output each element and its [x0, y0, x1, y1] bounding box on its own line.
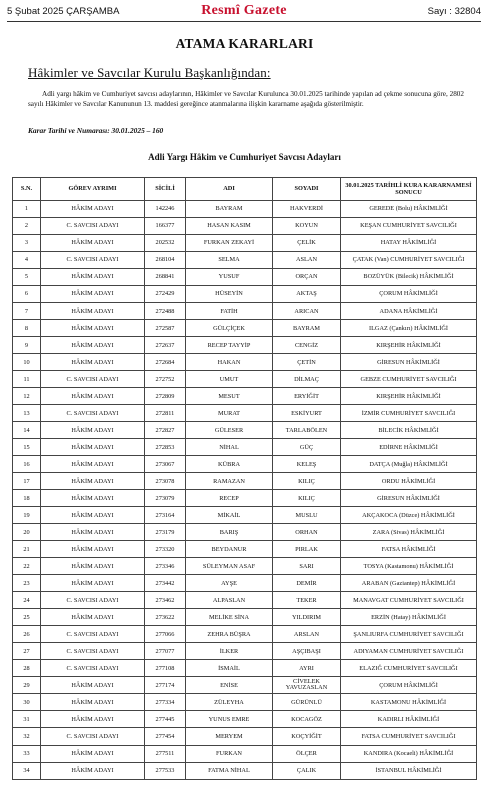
cell-sn: 3: [13, 235, 41, 252]
cell-soyadi: ARICAN: [273, 303, 341, 320]
cell-gorev: C. SAVCISI ADAYI: [41, 626, 145, 643]
cell-gorev: HÂKİM ADAYI: [41, 762, 145, 779]
cell-gorev: HÂKİM ADAYI: [41, 558, 145, 575]
cell-sn: 15: [13, 439, 41, 456]
cell-gorev: HÂKİM ADAYI: [41, 745, 145, 762]
cell-gorev: C. SAVCISI ADAYI: [41, 405, 145, 422]
table-row: [13, 694, 477, 711]
cell-gorev: HÂKİM ADAYI: [41, 439, 145, 456]
cell-sn: 28: [13, 660, 41, 677]
cell-soyadi: ÇELİK: [273, 235, 341, 252]
cell-sn: 16: [13, 456, 41, 473]
cell-sonuc: KIRŞEHİR HÂKİMLİĞİ: [341, 388, 477, 405]
cell-sicil: 277108: [145, 660, 186, 677]
cell-gorev: HÂKİM ADAYI: [41, 609, 145, 626]
cell-sicil: 273462: [145, 592, 186, 609]
cell-soyadi: AŞÇIBAŞI: [273, 643, 341, 660]
table-row: [13, 354, 477, 371]
cell-adi: SELMA: [186, 252, 273, 269]
column-header-sonuc: 30.01.2025 TARİHLİ KURA KARARNAMESİ SONUCU: [341, 178, 477, 201]
cell-sicil: 272827: [145, 422, 186, 439]
table-header-row: [13, 178, 477, 201]
cell-sn: 19: [13, 507, 41, 524]
cell-sonuc: DATÇA (Muğla) HÂKİMLİĞİ: [341, 456, 477, 473]
cell-sn: 32: [13, 728, 41, 745]
table-row: [13, 235, 477, 252]
cell-sicil: 272809: [145, 388, 186, 405]
cell-gorev: HÂKİM ADAYI: [41, 541, 145, 558]
table-row: [13, 337, 477, 354]
cell-sonuc: ORDU HÂKİMLİĞİ: [341, 473, 477, 490]
cell-gorev: HÂKİM ADAYI: [41, 524, 145, 541]
cell-sn: 7: [13, 303, 41, 320]
cell-sonuc: GEBZE CUMHURİYET SAVCILIĞI: [341, 371, 477, 388]
cell-adi: YUSUF: [186, 269, 273, 286]
cell-gorev: C. SAVCISI ADAYI: [41, 728, 145, 745]
cell-sicil: 273320: [145, 541, 186, 558]
cell-gorev: C. SAVCISI ADAYI: [41, 252, 145, 269]
table-row: [13, 745, 477, 762]
cell-sonuc: BİLECİK HÂKİMLİĞİ: [341, 422, 477, 439]
cell-sn: 21: [13, 541, 41, 558]
cell-adi: FATMA NİHAL: [186, 762, 273, 779]
cell-sonuc: TOSYA (Kastamonu) HÂKİMLİĞİ: [341, 558, 477, 575]
cell-adi: RECEP: [186, 490, 273, 507]
cell-adi: FURKAN: [186, 745, 273, 762]
cell-gorev: HÂKİM ADAYI: [41, 269, 145, 286]
cell-sicil: 277077: [145, 643, 186, 660]
cell-sn: 20: [13, 524, 41, 541]
cell-soyadi: TARLABÖLEN: [273, 422, 341, 439]
cell-soyadi: KILIÇ: [273, 473, 341, 490]
cell-sonuc: ÇATAK (Van) CUMHURİYET SAVCILIĞI: [341, 252, 477, 269]
column-header-gorev: GÖREV AYRIMI: [41, 178, 145, 201]
table-row: [13, 524, 477, 541]
column-header-sicil: SİCİLİ: [145, 178, 186, 201]
cell-gorev: HÂKİM ADAYI: [41, 575, 145, 592]
column-header-soyadi: SOYADI: [273, 178, 341, 201]
table-row: [13, 405, 477, 422]
cell-adi: RAMAZAN: [186, 473, 273, 490]
cell-adi: İSMAİL: [186, 660, 273, 677]
cell-adi: MERYEM: [186, 728, 273, 745]
cell-sonuc: KASTAMONU HÂKİMLİĞİ: [341, 694, 477, 711]
cell-adi: MELİKE SİNA: [186, 609, 273, 626]
cell-gorev: HÂKİM ADAYI: [41, 473, 145, 490]
cell-sonuc: BOZÜYÜK (Bilecik) HÂKİMLİĞİ: [341, 269, 477, 286]
cell-sicil: 202532: [145, 235, 186, 252]
cell-gorev: HÂKİM ADAYI: [41, 286, 145, 303]
cell-gorev: HÂKİM ADAYI: [41, 677, 145, 694]
cell-soyadi: KOYUN: [273, 218, 341, 235]
cell-sonuc: MANAVGAT CUMHURİYET SAVCILIĞI: [341, 592, 477, 609]
table-row: [13, 320, 477, 337]
cell-sicil: 277454: [145, 728, 186, 745]
cell-adi: BARIŞ: [186, 524, 273, 541]
appointment-table: [12, 177, 477, 780]
table-row: [13, 592, 477, 609]
cell-sn: 27: [13, 643, 41, 660]
cell-soyadi: KELEŞ: [273, 456, 341, 473]
cell-soyadi: KILIÇ: [273, 490, 341, 507]
cell-soyadi: CİVELEK YAVUZASLAN: [273, 677, 341, 694]
table-row: [13, 218, 477, 235]
cell-sicil: 268841: [145, 269, 186, 286]
table-row: [13, 490, 477, 507]
cell-sicil: 273078: [145, 473, 186, 490]
table-row: [13, 439, 477, 456]
cell-adi: GÜLESER: [186, 422, 273, 439]
cell-soyadi: HAKVERDİ: [273, 201, 341, 218]
cell-sicil: 277066: [145, 626, 186, 643]
cell-sicil: 273622: [145, 609, 186, 626]
cell-soyadi: KOCAGÖZ: [273, 711, 341, 728]
cell-adi: ALPASLAN: [186, 592, 273, 609]
cell-gorev: HÂKİM ADAYI: [41, 422, 145, 439]
cell-gorev: HÂKİM ADAYI: [41, 694, 145, 711]
cell-sonuc: ÇORUM HÂKİMLİĞİ: [341, 677, 477, 694]
cell-sonuc: ARABAN (Gaziantep) HÂKİMLİĞİ: [341, 575, 477, 592]
cell-soyadi: ORÇAN: [273, 269, 341, 286]
cell-sn: 30: [13, 694, 41, 711]
cell-sicil: 277334: [145, 694, 186, 711]
table-row: [13, 711, 477, 728]
cell-soyadi: AYRI: [273, 660, 341, 677]
cell-adi: SÜLEYMAN ASAF: [186, 558, 273, 575]
cell-sonuc: GİRESUN HÂKİMLİĞİ: [341, 354, 477, 371]
cell-sonuc: ADIYAMAN CUMHURİYET SAVCILIĞI: [341, 643, 477, 660]
cell-sn: 11: [13, 371, 41, 388]
cell-sn: 29: [13, 677, 41, 694]
cell-sn: 1: [13, 201, 41, 218]
cell-sonuc: GEREDE (Bolu) HÂKİMLİĞİ: [341, 201, 477, 218]
cell-adi: HÜSEYİN: [186, 286, 273, 303]
cell-adi: FURKAN ZEKAYİ: [186, 235, 273, 252]
cell-soyadi: ARSLAN: [273, 626, 341, 643]
cell-soyadi: ASLAN: [273, 252, 341, 269]
page-header: [7, 4, 481, 20]
cell-sicil: 272488: [145, 303, 186, 320]
cell-sicil: 273346: [145, 558, 186, 575]
cell-gorev: HÂKİM ADAYI: [41, 507, 145, 524]
cell-sonuc: ILGAZ (Çankırı) HÂKİMLİĞİ: [341, 320, 477, 337]
cell-sn: 33: [13, 745, 41, 762]
page-title: ATAMA KARARLARI: [175, 36, 314, 51]
cell-adi: BEYDANUR: [186, 541, 273, 558]
table-row: [13, 558, 477, 575]
cell-gorev: C. SAVCISI ADAYI: [41, 218, 145, 235]
table-title: Adli Yargı Hâkim ve Cumhuriyet Savcısı Adayları: [148, 152, 341, 162]
cell-sn: 24: [13, 592, 41, 609]
cell-soyadi: GÜRÜNLÜ: [273, 694, 341, 711]
cell-sonuc: İZMİR CUMHURİYET SAVCILIĞI: [341, 405, 477, 422]
cell-sonuc: KANDIRA (Kocaeli) HÂKİMLİĞİ: [341, 745, 477, 762]
table-row: [13, 643, 477, 660]
cell-sonuc: İSTANBUL HÂKİMLİĞİ: [341, 762, 477, 779]
cell-adi: NİHAL: [186, 439, 273, 456]
cell-gorev: HÂKİM ADAYI: [41, 456, 145, 473]
cell-sonuc: ADANA HÂKİMLİĞİ: [341, 303, 477, 320]
cell-sn: 18: [13, 490, 41, 507]
cell-sonuc: GİRESUN HÂKİMLİĞİ: [341, 490, 477, 507]
table-row: [13, 728, 477, 745]
cell-gorev: HÂKİM ADAYI: [41, 320, 145, 337]
cell-soyadi: AKTAŞ: [273, 286, 341, 303]
cell-adi: GÜLÇİÇEK: [186, 320, 273, 337]
cell-sonuc: KADIRLI HÂKİMLİĞİ: [341, 711, 477, 728]
cell-sicil: 268104: [145, 252, 186, 269]
cell-sicil: 272429: [145, 286, 186, 303]
cell-soyadi: ORHAN: [273, 524, 341, 541]
table-row: [13, 626, 477, 643]
cell-sn: 9: [13, 337, 41, 354]
cell-soyadi: ÇALIK: [273, 762, 341, 779]
cell-soyadi: YILDIRIM: [273, 609, 341, 626]
cell-soyadi: ESKİYURT: [273, 405, 341, 422]
cell-sn: 2: [13, 218, 41, 235]
cell-adi: ZÜLEYHA: [186, 694, 273, 711]
cell-soyadi: CENGİZ: [273, 337, 341, 354]
cell-adi: ZEHRA BÜŞRA: [186, 626, 273, 643]
cell-sn: 17: [13, 473, 41, 490]
table-row: [13, 286, 477, 303]
cell-adi: HAKAN: [186, 354, 273, 371]
cell-adi: MURAT: [186, 405, 273, 422]
cell-sicil: 272587: [145, 320, 186, 337]
issue-date: 5 Şubat 2025 ÇARŞAMBA: [7, 6, 120, 17]
issue-number: Sayı : 32804: [427, 6, 481, 17]
cell-gorev: HÂKİM ADAYI: [41, 354, 145, 371]
cell-adi: KÜBRA: [186, 456, 273, 473]
cell-sicil: 272853: [145, 439, 186, 456]
cell-sicil: 273067: [145, 456, 186, 473]
cell-gorev: HÂKİM ADAYI: [41, 303, 145, 320]
column-header-adi: ADI: [186, 178, 273, 201]
table-row: [13, 422, 477, 439]
cell-adi: ENİSE: [186, 677, 273, 694]
cell-sn: 12: [13, 388, 41, 405]
cell-sicil: 273179: [145, 524, 186, 541]
cell-soyadi: KOÇYİĞİT: [273, 728, 341, 745]
table-row: [13, 303, 477, 320]
table-row: [13, 473, 477, 490]
table-row: [13, 541, 477, 558]
cell-adi: AYŞE: [186, 575, 273, 592]
cell-sn: 6: [13, 286, 41, 303]
cell-gorev: HÂKİM ADAYI: [41, 235, 145, 252]
cell-sicil: 277174: [145, 677, 186, 694]
cell-sonuc: ERZİN (Hatay) HÂKİMLİĞİ: [341, 609, 477, 626]
cell-adi: İLKER: [186, 643, 273, 660]
header-divider: [7, 21, 481, 22]
cell-sn: 5: [13, 269, 41, 286]
cell-soyadi: MUSLU: [273, 507, 341, 524]
cell-adi: UMUT: [186, 371, 273, 388]
cell-soyadi: DEMİR: [273, 575, 341, 592]
table-row: [13, 609, 477, 626]
cell-adi: MİKAİL: [186, 507, 273, 524]
cell-gorev: HÂKİM ADAYI: [41, 337, 145, 354]
cell-sicil: 272684: [145, 354, 186, 371]
cell-sn: 25: [13, 609, 41, 626]
table-row: [13, 269, 477, 286]
cell-sonuc: EDİRNE HÂKİMLİĞİ: [341, 439, 477, 456]
table-row: [13, 575, 477, 592]
cell-gorev: C. SAVCISI ADAYI: [41, 592, 145, 609]
cell-soyadi: ÖLÇER: [273, 745, 341, 762]
table-row: [13, 762, 477, 779]
cell-soyadi: DİLMAÇ: [273, 371, 341, 388]
cell-sonuc: AKÇAKOCA (Düzce) HÂKİMLİĞİ: [341, 507, 477, 524]
cell-sicil: 272811: [145, 405, 186, 422]
cell-soyadi: BAYRAM: [273, 320, 341, 337]
table-row: [13, 371, 477, 388]
table-row: [13, 660, 477, 677]
cell-sicil: 273442: [145, 575, 186, 592]
cell-soyadi: PIRLAK: [273, 541, 341, 558]
cell-sn: 31: [13, 711, 41, 728]
cell-gorev: C. SAVCISI ADAYI: [41, 643, 145, 660]
cell-sn: 14: [13, 422, 41, 439]
cell-soyadi: TEKER: [273, 592, 341, 609]
cell-sn: 34: [13, 762, 41, 779]
cell-adi: HASAN KASIM: [186, 218, 273, 235]
cell-adi: YUNUS EMRE: [186, 711, 273, 728]
cell-gorev: C. SAVCISI ADAYI: [41, 371, 145, 388]
cell-sicil: 273079: [145, 490, 186, 507]
cell-gorev: HÂKİM ADAYI: [41, 388, 145, 405]
cell-sonuc: FATSA CUMHURİYET SAVCILIĞI: [341, 728, 477, 745]
cell-sonuc: ZARA (Sivas) HÂKİMLİĞİ: [341, 524, 477, 541]
cell-sonuc: FATSA HÂKİMLİĞİ: [341, 541, 477, 558]
cell-sn: 10: [13, 354, 41, 371]
cell-sn: 23: [13, 575, 41, 592]
cell-adi: FATİH: [186, 303, 273, 320]
cell-sonuc: KIRŞEHİR HÂKİMLİĞİ: [341, 337, 477, 354]
table-row: [13, 677, 477, 694]
intro-paragraph: Adli yargı hâkim ve Cumhuriyet savcısı adaylarının, Hâkimler ve Savcılar Kurulunca 30.01.2025 tarihinde yapılan ad çekme sonucuna göre, 2802 sayılı Hâkimler ve Savcılar Kanununun 13. maddesi gereğince atanmalarına ilişkin kararname aşağıda gösterilmiştir.: [28, 90, 464, 108]
cell-sicil: 277445: [145, 711, 186, 728]
cell-adi: BAYRAM: [186, 201, 273, 218]
table-row: [13, 201, 477, 218]
cell-sn: 26: [13, 626, 41, 643]
cell-sonuc: HATAY HÂKİMLİĞİ: [341, 235, 477, 252]
table-row: [13, 456, 477, 473]
cell-sicil: 166377: [145, 218, 186, 235]
cell-sonuc: ÇORUM HÂKİMLİĞİ: [341, 286, 477, 303]
cell-sonuc: KEŞAN CUMHURİYET SAVCILIĞI: [341, 218, 477, 235]
cell-sn: 13: [13, 405, 41, 422]
cell-soyadi: ÇETİN: [273, 354, 341, 371]
gazette-brand: Resmî Gazete: [201, 3, 287, 18]
table-row: [13, 507, 477, 524]
cell-sonuc: ELAZIĞ CUMHURİYET SAVCILIĞI: [341, 660, 477, 677]
cell-sicil: 277533: [145, 762, 186, 779]
cell-sonuc: ŞANLIURFA CUMHURİYET SAVCILIĞI: [341, 626, 477, 643]
decision-date-number: Karar Tarihi ve Numarası: 30.01.2025 – 160: [28, 126, 164, 135]
cell-sn: 22: [13, 558, 41, 575]
cell-sicil: 277511: [145, 745, 186, 762]
table-row: [13, 388, 477, 405]
column-header-sn: S.N.: [13, 178, 41, 201]
cell-soyadi: SARI: [273, 558, 341, 575]
cell-gorev: C. SAVCISI ADAYI: [41, 660, 145, 677]
table-row: [13, 252, 477, 269]
cell-soyadi: GÜÇ: [273, 439, 341, 456]
authority-heading: Hâkimler ve Savcılar Kurulu Başkanlığından:: [28, 65, 271, 80]
cell-sicil: 273164: [145, 507, 186, 524]
cell-adi: MESUT: [186, 388, 273, 405]
cell-gorev: HÂKİM ADAYI: [41, 711, 145, 728]
cell-sicil: 272637: [145, 337, 186, 354]
cell-sn: 8: [13, 320, 41, 337]
cell-adi: RECEP TAYYİP: [186, 337, 273, 354]
cell-soyadi: ERYİĞİT: [273, 388, 341, 405]
cell-sicil: 142246: [145, 201, 186, 218]
cell-sicil: 272752: [145, 371, 186, 388]
cell-gorev: HÂKİM ADAYI: [41, 490, 145, 507]
cell-gorev: HÂKİM ADAYI: [41, 201, 145, 218]
cell-sn: 4: [13, 252, 41, 269]
